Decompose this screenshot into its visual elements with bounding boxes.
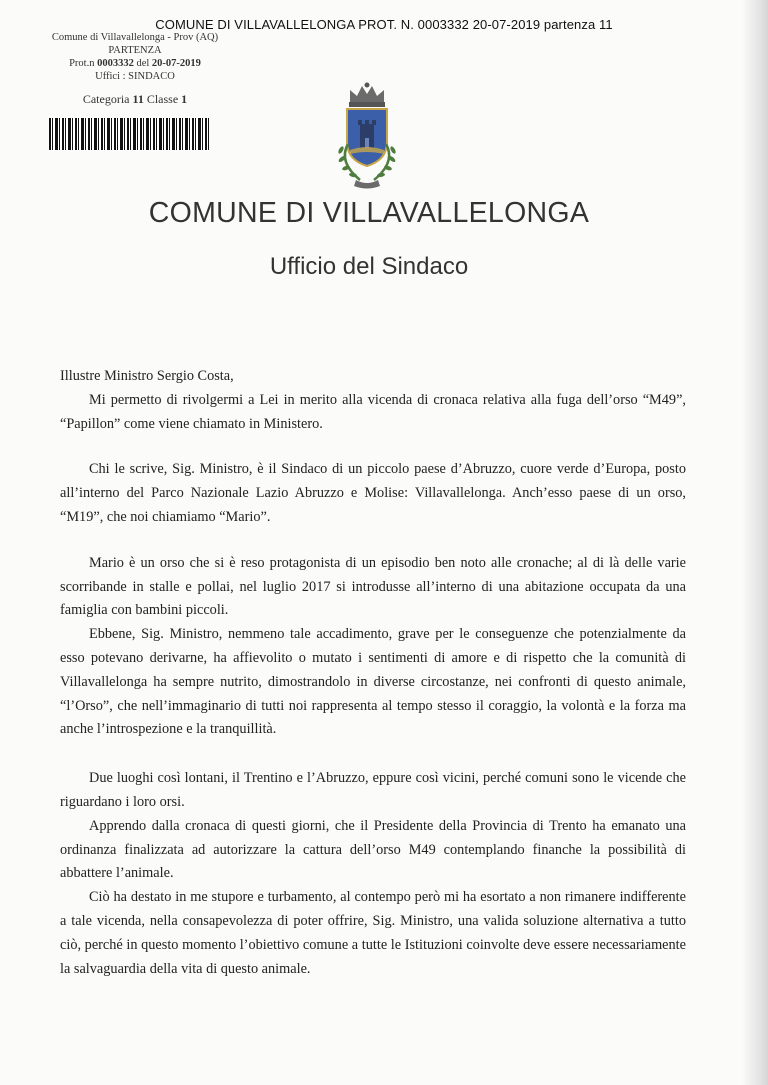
stamp-category-label: Categoria xyxy=(82,92,130,106)
stamp-class-label: Classe xyxy=(146,92,179,106)
stamp-class-value: 1 xyxy=(181,92,188,106)
letter-body xyxy=(60,365,686,981)
protocol-stamp xyxy=(40,31,230,106)
letter-paragraph: Apprendo dalla cronaca di questi giorni, che il Presidente della Provincia di Trento ha emanato una ordinanza finalizzata ad autorizzare la cattura dell’orso M49 contemplando finanche la possibilità di abbattere l’animale. xyxy=(60,817,686,882)
letter-paragraph: Due luoghi così lontani, il Trentino e l’Abruzzo, eppure così vicini, perché comuni sono le vicende che riguardano i loro orsi. xyxy=(60,770,686,810)
letter-salutation: Illustre Ministro Sergio Costa, xyxy=(60,368,234,384)
stamp-category-value: 11 xyxy=(132,92,144,106)
stamp-prot-number: 0003332 xyxy=(97,58,134,69)
stamp-prot-prefix: Prot.n xyxy=(69,58,95,69)
stamp-prot-date: 20-07-2019 xyxy=(151,58,201,69)
letter-paragraph: Chi le scrive, Sig. Ministro, è il Sindaco di un piccolo paese d’Abruzzo, cuore verde d’Europa, posto all’interno del Parco Nazionale Lazio Abruzzo e Molise: Villavallelonga. Anch’esso paese di un orso, “M19”, che noi chiamiamo “Mario”. xyxy=(60,461,686,525)
letter-paragraph: Mario è un orso che si è reso protagonista di un episodio ben noto alle cronache; al di là delle varie scorribande in stalle e pollai, nel luglio 2017 si introdusse all’interno di una abitazione occupata da una famiglia con bambini piccoli. xyxy=(60,554,686,619)
protocol-header: COMUNE DI VILLAVALLELONGA PROT. N. 0003332 20-07-2019 partenza 11 xyxy=(155,17,613,32)
page-edge-shadow xyxy=(742,0,768,1085)
stamp-direction: PARTENZA xyxy=(108,45,162,56)
stamp-prot-del: del xyxy=(136,58,150,69)
letter-paragraph: Mi permetto di rivolgermi a Lei in merito alla vicenda di cronaca relativa alla fuga dell’orso “M49”, “Papillon” come viene chiamato in Ministero. xyxy=(60,391,686,432)
letter-paragraph: Ciò ha destato in me stupore e turbamento, al contempo però mi ha esortato a non rimanere indifferente a tale vicenda, nella consapevolezza di poter offrire, Sig. Ministro, una valida soluzione alternativa a tutto ciò, perché in questo momento l’obiettivo comune a tutte le Istituzioni coinvolte deve essere necessariamente la salvaguardia della vita di questo animale. xyxy=(60,889,686,977)
letterhead-title: COMUNE DI VILLAVALLELONGA xyxy=(148,197,590,229)
municipal-crest-icon xyxy=(326,80,408,192)
stamp-municipality: Comune di Villavallelonga - Prov (AQ) xyxy=(51,32,219,43)
letterhead-subtitle: Ufficio del Sindaco xyxy=(269,253,469,280)
stamp-protocol-line xyxy=(40,57,230,70)
stamp-office: Uffici : SINDACO xyxy=(95,71,175,82)
protocol-barcode xyxy=(49,118,209,150)
stamp-category xyxy=(40,93,230,106)
letter-paragraph: Ebbene, Sig. Ministro, nemmeno tale accadimento, grave per le conseguenze che potenzialmente da esso potevano derivarne, ha affievolito o mutato i sentimenti di amore e di rispetto che la comunità di Villavallelonga ha sempre nutrito, dimostrandolo in diverse circostanze, nei confronti di questo animale, “l’Orso”, che nell’immaginario di tutti noi rappresenta al tempo stesso il coraggio, la volontà e la forza ma anche l’introspezione e la tranquillità. xyxy=(60,626,686,738)
